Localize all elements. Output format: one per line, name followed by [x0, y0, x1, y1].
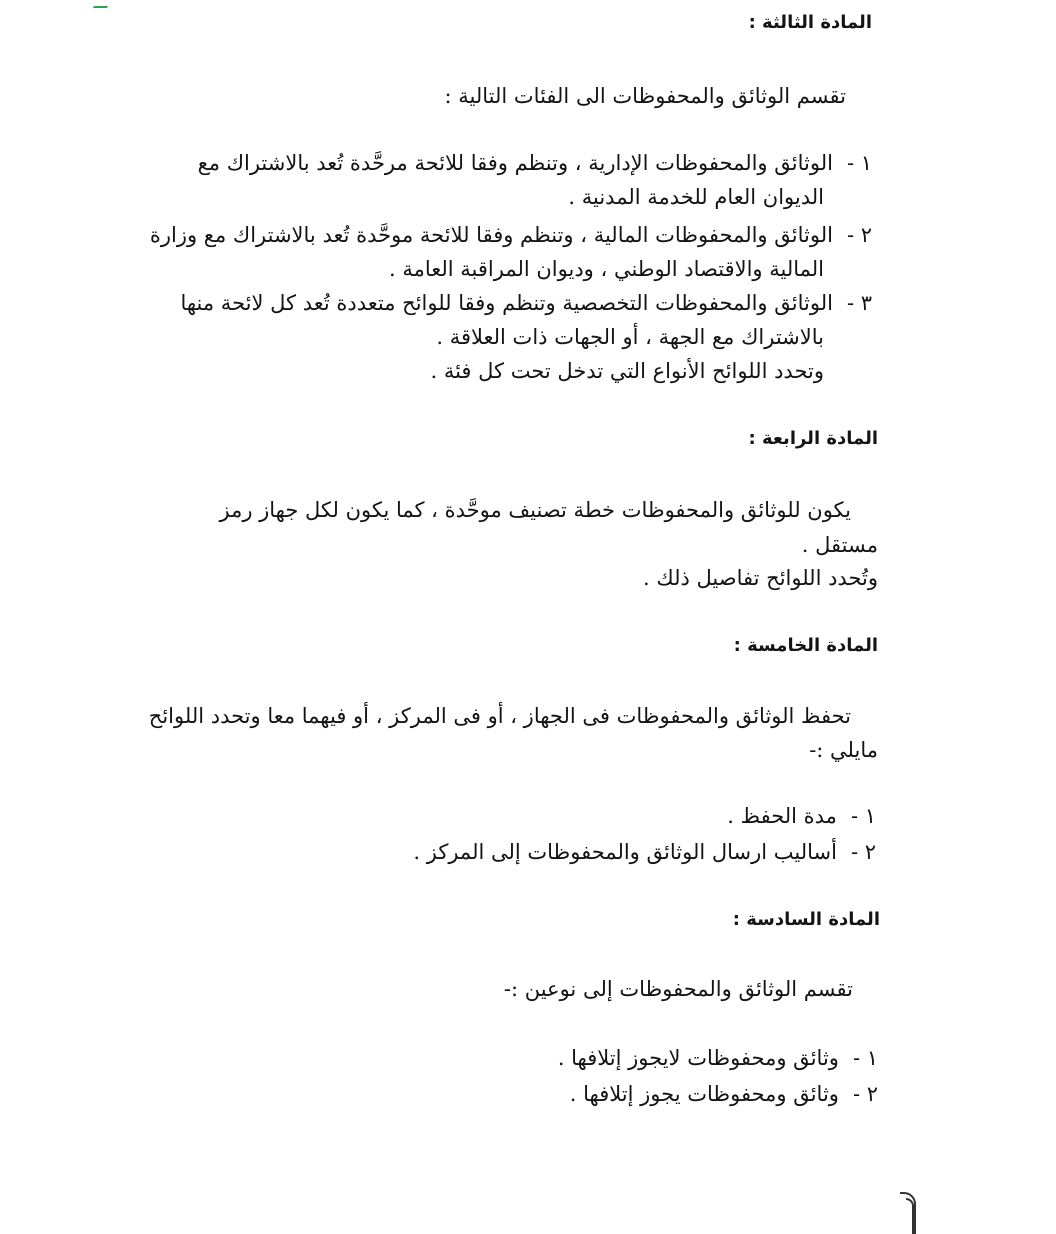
article5-line-1: تحفظ الوثائق والمحفوظات فى الجهاز ، أو فى المركز ، أو فيهما معا وتحدد اللوائح: [148, 704, 851, 728]
item-number: ١ -: [846, 151, 872, 175]
article5-item-2: [413, 842, 876, 863]
item-number: ١ -: [852, 1046, 878, 1070]
article3-item-2: [150, 225, 872, 246]
article4-line-1: يكون للوثائق والمحفوظات خطة تصنيف موحَّدة ، كما يكون لكل جهاز رمز: [219, 498, 851, 522]
article3-item-3-cont: بالاشتراك مع الجهة ، أو الجهات ذات العلاقة .: [436, 325, 824, 349]
item-number: ٢ -: [846, 223, 872, 247]
article6-intro: تقسم الوثائق والمحفوظات إلى نوعين :-: [503, 977, 853, 1001]
article5-item-1: [727, 806, 876, 827]
article4-line-3: وتُحدد اللوائح تفاصيل ذلك .: [643, 566, 878, 590]
article4-heading: المادة الرابعة :: [748, 428, 878, 449]
item-number: ٣ -: [846, 291, 872, 315]
item-number: ٢ -: [850, 840, 876, 864]
article3-heading: المادة الثالثة :: [748, 12, 872, 33]
article6-item-1: [558, 1048, 878, 1069]
item-text: مدة الحفظ .: [727, 804, 837, 828]
item-text: الوثائق والمحفوظات المالية ، وتنظم وفقا للائحة موحَّدة تُعد بالاشتراك مع وزارة: [149, 223, 833, 247]
item-number: ٢ -: [852, 1082, 878, 1106]
article3-intro: تقسم الوثائق والمحفوظات الى الفئات التالية :: [444, 84, 846, 108]
item-text: الوثائق والمحفوظات الإدارية ، وتنظم وفقا للائحة مرحَّدة تُعد بالاشتراك مع: [197, 151, 833, 175]
item-text: وثائق ومحفوظات لايجوز إتلافها .: [557, 1046, 839, 1070]
article3-closing: وتحدد اللوائح الأنواع التي تدخل تحت كل فئة .: [430, 359, 824, 383]
item-number: ١ -: [850, 804, 876, 828]
article5-line-2: مايلي :-: [809, 738, 878, 762]
item-text: الوثائق والمحفوظات التخصصية وتنظم وفقا للوائح متعددة تُعد كل لائحة منها: [180, 291, 833, 315]
item-text: وثائق ومحفوظات يجوز إتلافها .: [569, 1082, 839, 1106]
article5-heading: المادة الخامسة :: [733, 635, 878, 656]
article3-item-2-cont: المالية والاقتصاد الوطني ، وديوان المراقبة العامة .: [388, 257, 824, 281]
article6-heading: المادة السادسة :: [732, 909, 880, 930]
corner-mark: [93, 0, 114, 8]
article6-item-2: [570, 1084, 878, 1105]
item-text: أساليب ارسال الوثائق والمحفوظات إلى المركز .: [413, 840, 837, 864]
binding-bracket-inner-mark: [906, 1198, 914, 1234]
article3-item-3: [180, 293, 872, 314]
article4-line-2: مستقل .: [801, 533, 878, 557]
article3-item-1-cont: الديوان العام للخدمة المدنية .: [568, 185, 824, 209]
article3-item-1: [198, 153, 872, 174]
